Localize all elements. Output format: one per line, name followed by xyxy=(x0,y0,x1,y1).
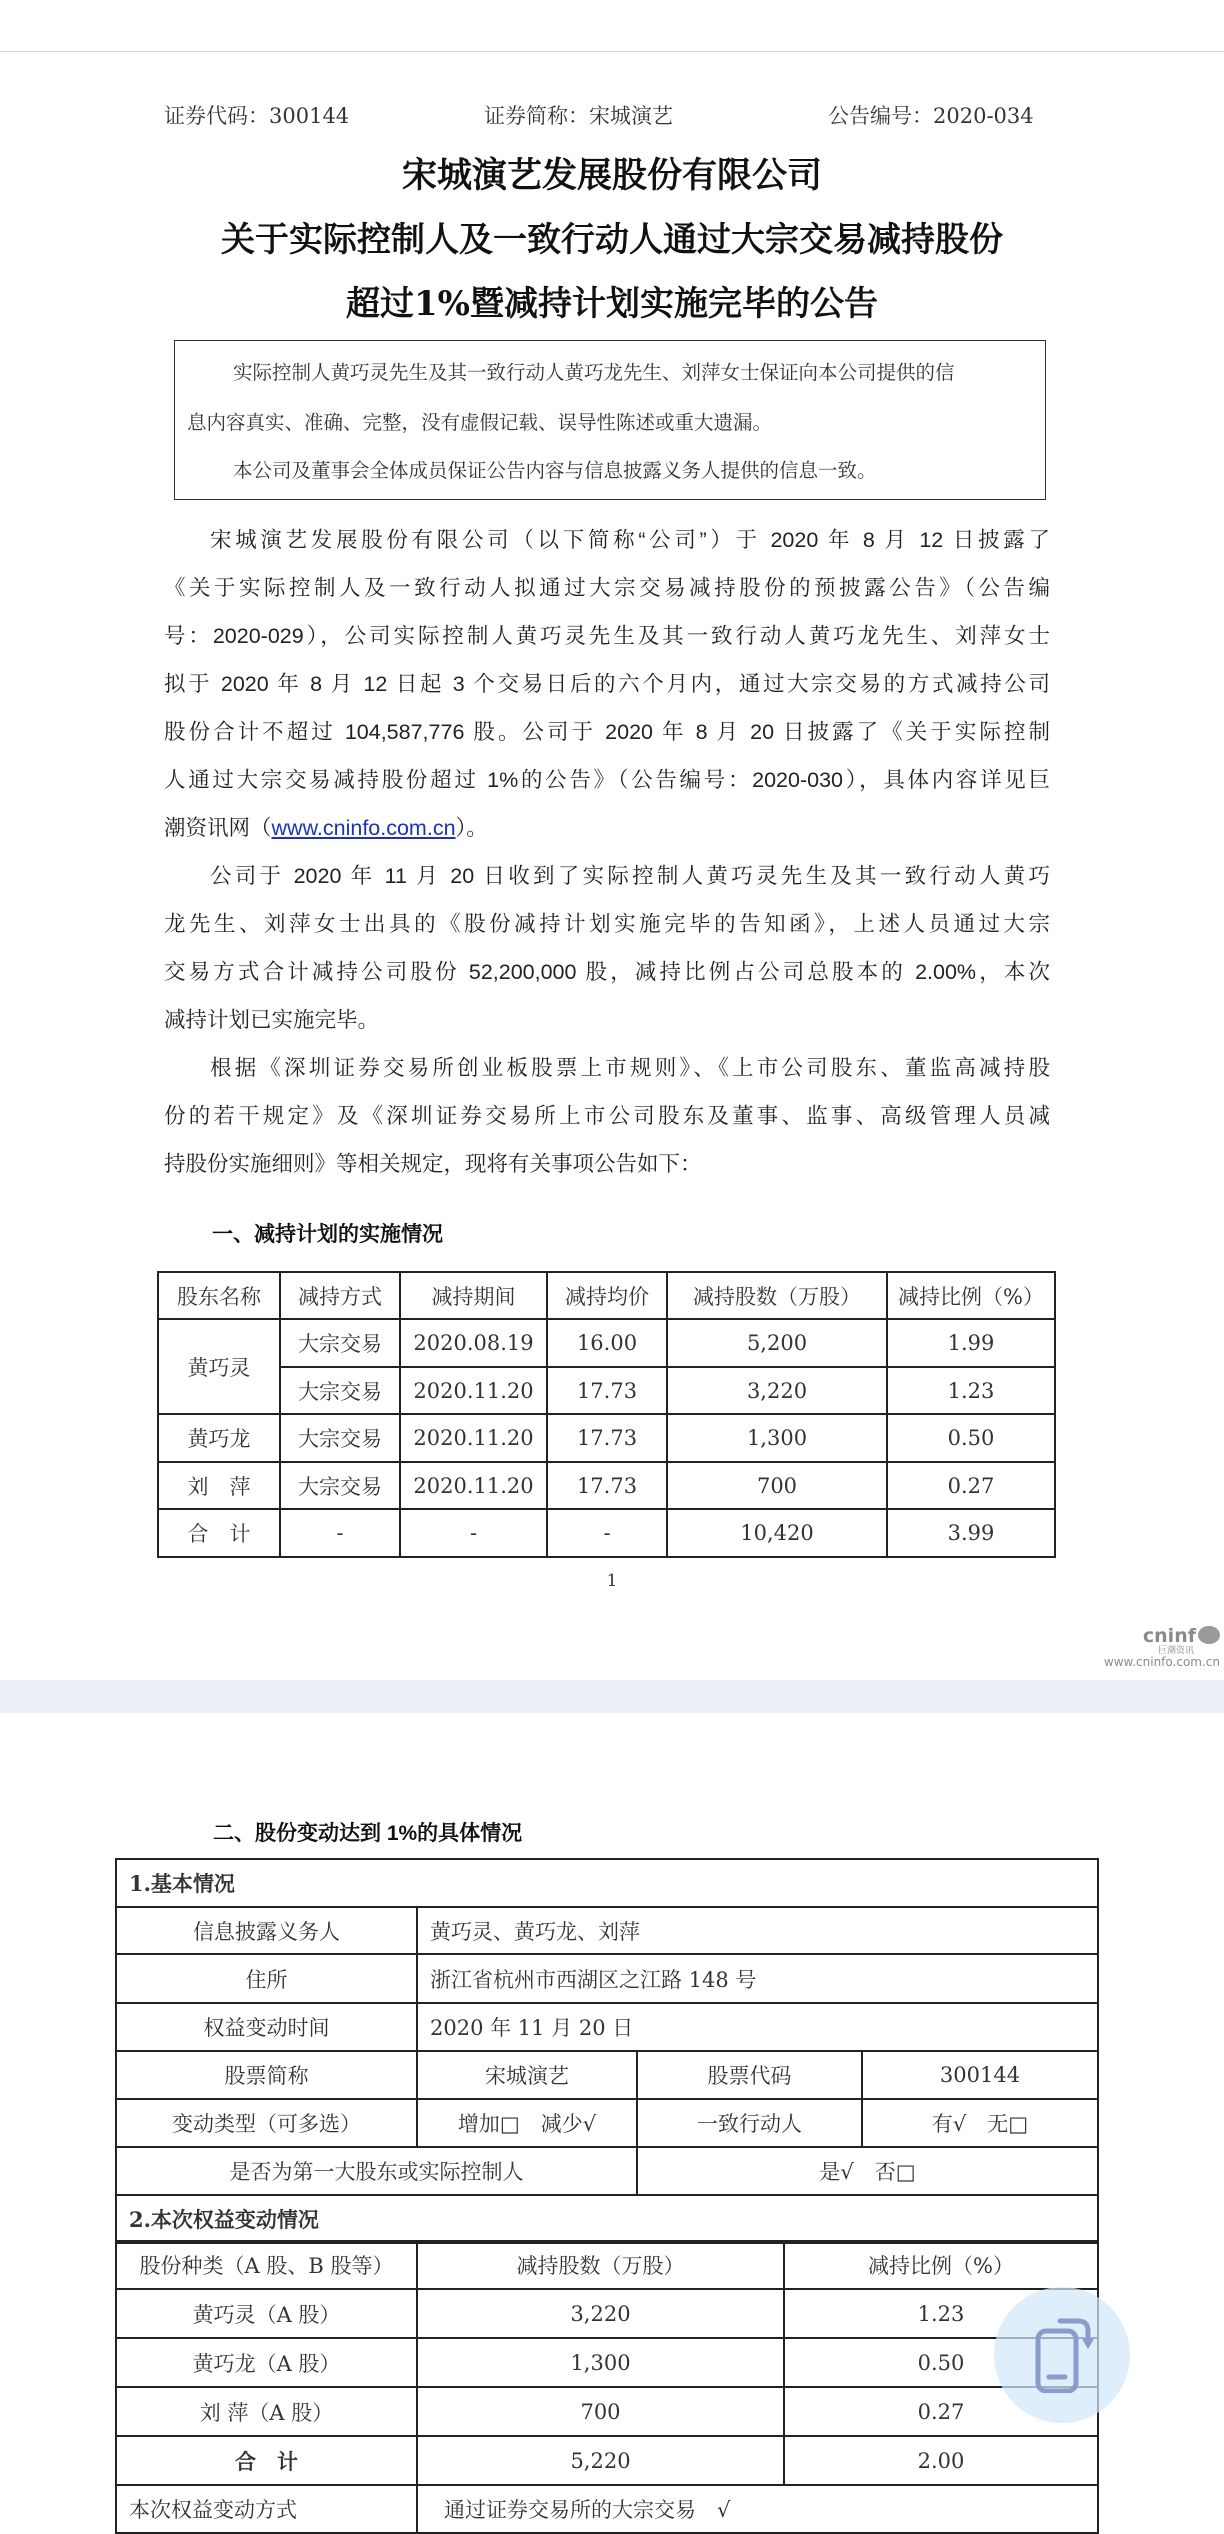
table-total-row xyxy=(158,1509,1055,1557)
ratio-cell: 0.27 xyxy=(784,2387,1098,2436)
section-1-heading: 一、减持计划的实施情况 xyxy=(212,1223,443,1246)
header-cell: 减持股数（万股） xyxy=(667,1272,887,1319)
table-row xyxy=(158,1319,1055,1367)
change-detail-table xyxy=(115,2240,1099,2534)
shareholder-name: 黄巧灵 xyxy=(158,1319,280,1414)
notice-line: 息内容真实、准确、完整，没有虚假记载、误导性陈述或重大遗漏。 xyxy=(187,411,773,434)
ratio-cell: 0.50 xyxy=(784,2338,1098,2387)
shares-cell: 1,300 xyxy=(667,1414,887,1462)
value-cell: 2020 年 11 月 20 日 xyxy=(417,2003,1098,2051)
table-row xyxy=(116,2338,1098,2387)
stock-code: 证券代码：300144 xyxy=(164,104,350,128)
header-cell: 减持期间 xyxy=(400,1272,547,1319)
period-cell: - xyxy=(400,1509,547,1557)
table-row xyxy=(116,1954,1098,2003)
method-cell: - xyxy=(280,1509,400,1557)
value-cell: 300144 xyxy=(862,2051,1098,2099)
shares-cell: 3,220 xyxy=(667,1367,887,1414)
paragraph-line: 交易方式合计减持公司股份 52,200,000 股，减持比例占公司总股本的 2.00%，本次 xyxy=(164,960,1050,984)
share-type-cell: 黄巧灵（A 股） xyxy=(116,2289,417,2338)
table-row xyxy=(158,1462,1055,1509)
cninfo-url: www.cninfo.com.cn xyxy=(1103,1655,1220,1669)
total-label: 合 计 xyxy=(158,1509,280,1557)
label-cell: 本次权益变动方式 xyxy=(116,2485,417,2533)
paragraph-1 xyxy=(164,516,1050,852)
label-cell: 股票代码 xyxy=(637,2051,862,2099)
label-cell: 是否为第一大股东或实际控制人 xyxy=(116,2147,637,2195)
label-cell: 权益变动时间 xyxy=(116,2003,417,2051)
header-cell: 减持比例（%） xyxy=(784,2241,1098,2289)
header-cell: 减持比例（%） xyxy=(887,1272,1055,1319)
shareholder-name: 黄巧龙 xyxy=(158,1414,280,1462)
shares-cell: 5,220 xyxy=(417,2436,784,2485)
cninfo-brand-cn: 巨潮资讯 xyxy=(1157,1646,1194,1656)
header-cell: 减持方式 xyxy=(280,1272,400,1319)
ratio-cell: 1.23 xyxy=(784,2289,1098,2338)
value-cell: 宋城演艺 xyxy=(417,2051,637,2099)
reduction-table xyxy=(157,1271,1056,1558)
table-row xyxy=(116,2003,1098,2051)
table-row xyxy=(116,2051,1098,2099)
change-type-checkboxes: 增加□ 减少√ xyxy=(417,2099,637,2147)
shares-cell: 700 xyxy=(667,1462,887,1509)
label-cell: 一致行动人 xyxy=(637,2099,862,2147)
table-row xyxy=(116,2289,1098,2338)
announcement-title-line2: 超过1%暨减持计划实施完毕的公告 xyxy=(346,284,878,324)
brand-text: cninf xyxy=(1142,1625,1196,1647)
price-cell: - xyxy=(547,1509,667,1557)
paragraph-line: 持股份实施细则》等相关规定，现将有关事项公告如下： xyxy=(164,1152,702,1176)
table-row xyxy=(116,2387,1098,2436)
cninfo-logo xyxy=(1102,1626,1220,1669)
paragraph-line: 拟于 2020 年 8 月 12 日起 3 个交易日后的六个月内，通过大宗交易的方式减持公司 xyxy=(164,672,1050,696)
period-cell: 2020.11.20 xyxy=(400,1367,547,1414)
page-number: 1 xyxy=(606,1571,618,1591)
paragraph-line: 减持计划已实施完毕。 xyxy=(164,1008,380,1032)
change-heading: 2.本次权益变动情况 xyxy=(116,2195,1098,2243)
price-cell: 16.00 xyxy=(547,1319,667,1367)
table-row xyxy=(116,2147,1098,2195)
rotate-screen-button[interactable] xyxy=(994,2287,1130,2423)
shares-cell: 10,420 xyxy=(667,1509,887,1557)
label-cell: 信息披露义务人 xyxy=(116,1907,417,1954)
paragraph-line: 宋城演艺发展股份有限公司（以下简称“公司”）于 2020 年 8 月 12 日披露了 xyxy=(210,528,1050,552)
basic-info-heading: 1.基本情况 xyxy=(116,1859,1098,1907)
text: ）。 xyxy=(455,816,488,840)
ratio-cell: 1.99 xyxy=(887,1319,1055,1367)
header-cell: 股份种类（A 股、B 股等） xyxy=(116,2241,417,2289)
paragraph-line: 《关于实际控制人及一致行动人拟通过大宗交易减持股份的预披露公告》（公告编 xyxy=(164,576,1050,600)
company-title: 宋城演艺发展股份有限公司 xyxy=(401,155,822,196)
shares-cell: 5,200 xyxy=(667,1319,887,1367)
section-2-heading: 二、股份变动达到 1%的具体情况 xyxy=(213,1822,523,1845)
largest-holder-checkboxes: 是√ 否□ xyxy=(637,2147,1098,2195)
value-cell: 通过证券交易所的大宗交易 √ xyxy=(417,2485,1098,2533)
ratio-cell: 0.50 xyxy=(887,1414,1055,1462)
equity-change-table xyxy=(115,1858,1099,2244)
table-row xyxy=(116,2485,1098,2533)
paragraph-line xyxy=(164,804,1050,852)
table-total-row xyxy=(116,2436,1098,2485)
label-cell: 股票简称 xyxy=(116,2051,417,2099)
label-cell: 变动类型（可多选） xyxy=(116,2099,417,2147)
header-cell: 减持均价 xyxy=(547,1272,667,1319)
shareholder-name: 刘 萍 xyxy=(158,1462,280,1509)
value-cell: 黄巧灵、黄巧龙、刘萍 xyxy=(417,1907,1098,1954)
ratio-cell: 2.00 xyxy=(784,2436,1098,2485)
cninfo-swirl-icon xyxy=(1198,1626,1220,1644)
method-cell: 大宗交易 xyxy=(280,1367,400,1414)
ratio-cell: 0.27 xyxy=(887,1462,1055,1509)
table-header-row xyxy=(158,1272,1055,1319)
total-label: 合 计 xyxy=(116,2436,417,2485)
paragraph-line: 号：2020-029），公司实际控制人黄巧灵先生及其一致行动人黄巧龙先生、刘萍女士 xyxy=(164,624,1050,648)
cninfo-link[interactable]: www.cninfo.com.cn xyxy=(271,816,456,840)
paragraph-line: 份的若干规定》及《深圳证券交易所上市公司股东及董事、监事、高级管理人员减 xyxy=(164,1104,1050,1128)
table-row xyxy=(116,1907,1098,1954)
period-cell: 2020.08.19 xyxy=(400,1319,547,1367)
header-cell: 股东名称 xyxy=(158,1272,280,1319)
guarantee-notice-box xyxy=(174,340,1046,500)
paragraph-line: 龙先生、刘萍女士出具的《股份减持计划实施完毕的告知函》，上述人员通过大宗 xyxy=(164,912,1050,936)
stock-abbreviation: 证券简称：宋城演艺 xyxy=(484,104,673,128)
text: 潮资讯网（ xyxy=(164,816,272,840)
section-row xyxy=(116,1859,1098,1907)
method-cell: 大宗交易 xyxy=(280,1414,400,1462)
ratio-cell: 3.99 xyxy=(887,1509,1055,1557)
value-cell: 浙江省杭州市西湖区之江路 148 号 xyxy=(417,1954,1098,2003)
shares-cell: 700 xyxy=(417,2387,784,2436)
paragraph-line: 人通过大宗交易减持股份超过 1%的公告》（公告编号：2020-030），具体内容详见巨 xyxy=(164,768,1050,792)
table-row xyxy=(158,1414,1055,1462)
table-row xyxy=(116,2099,1098,2147)
shares-cell: 1,300 xyxy=(417,2338,784,2387)
period-cell: 2020.11.20 xyxy=(400,1414,547,1462)
period-cell: 2020.11.20 xyxy=(400,1462,547,1509)
header-cell: 减持股数（万股） xyxy=(417,2241,784,2289)
paragraph-2 xyxy=(164,852,1050,1044)
notice-line: 本公司及董事会全体成员保证公告内容与信息披露义务人提供的信息一致。 xyxy=(233,459,877,482)
share-type-cell: 刘 萍（A 股） xyxy=(116,2387,417,2436)
ratio-cell: 1.23 xyxy=(887,1367,1055,1414)
price-cell: 17.73 xyxy=(547,1462,667,1509)
announcement-number: 公告编号：2020-034 xyxy=(828,104,1034,128)
rotate-screen-icon xyxy=(1030,2317,1096,2393)
method-cell: 大宗交易 xyxy=(280,1319,400,1367)
paragraph-3 xyxy=(164,1044,1050,1188)
paragraph-line: 根据《深圳证券交易所创业板股票上市规则》、《上市公司股东、董监高减持股 xyxy=(210,1056,1050,1080)
price-cell: 17.73 xyxy=(547,1367,667,1414)
label-cell: 住所 xyxy=(116,1954,417,2003)
concert-checkboxes: 有√ 无□ xyxy=(862,2099,1098,2147)
table-row xyxy=(158,1367,1055,1414)
cninfo-brand xyxy=(1102,1626,1220,1646)
share-type-cell: 黄巧龙（A 股） xyxy=(116,2338,417,2387)
section-row xyxy=(116,2195,1098,2243)
page-separator xyxy=(0,1680,1224,1713)
price-cell: 17.73 xyxy=(547,1414,667,1462)
announcement-title-line1: 关于实际控制人及一致行动人通过大宗交易减持股份 xyxy=(221,220,1003,260)
shares-cell: 3,220 xyxy=(417,2289,784,2338)
notice-line: 实际控制人黄巧灵先生及其一致行动人黄巧龙先生、刘萍女士保证向本公司提供的信 xyxy=(233,361,955,384)
paragraph-line: 股份合计不超过 104,587,776 股。公司于 2020 年 8 月 20 日披露了《关于实际控制 xyxy=(164,720,1050,744)
method-cell: 大宗交易 xyxy=(280,1462,400,1509)
paragraph-line: 公司于 2020 年 11 月 20 日收到了实际控制人黄巧灵先生及其一致行动人黄巧 xyxy=(210,864,1050,888)
table-header-row xyxy=(116,2241,1098,2289)
